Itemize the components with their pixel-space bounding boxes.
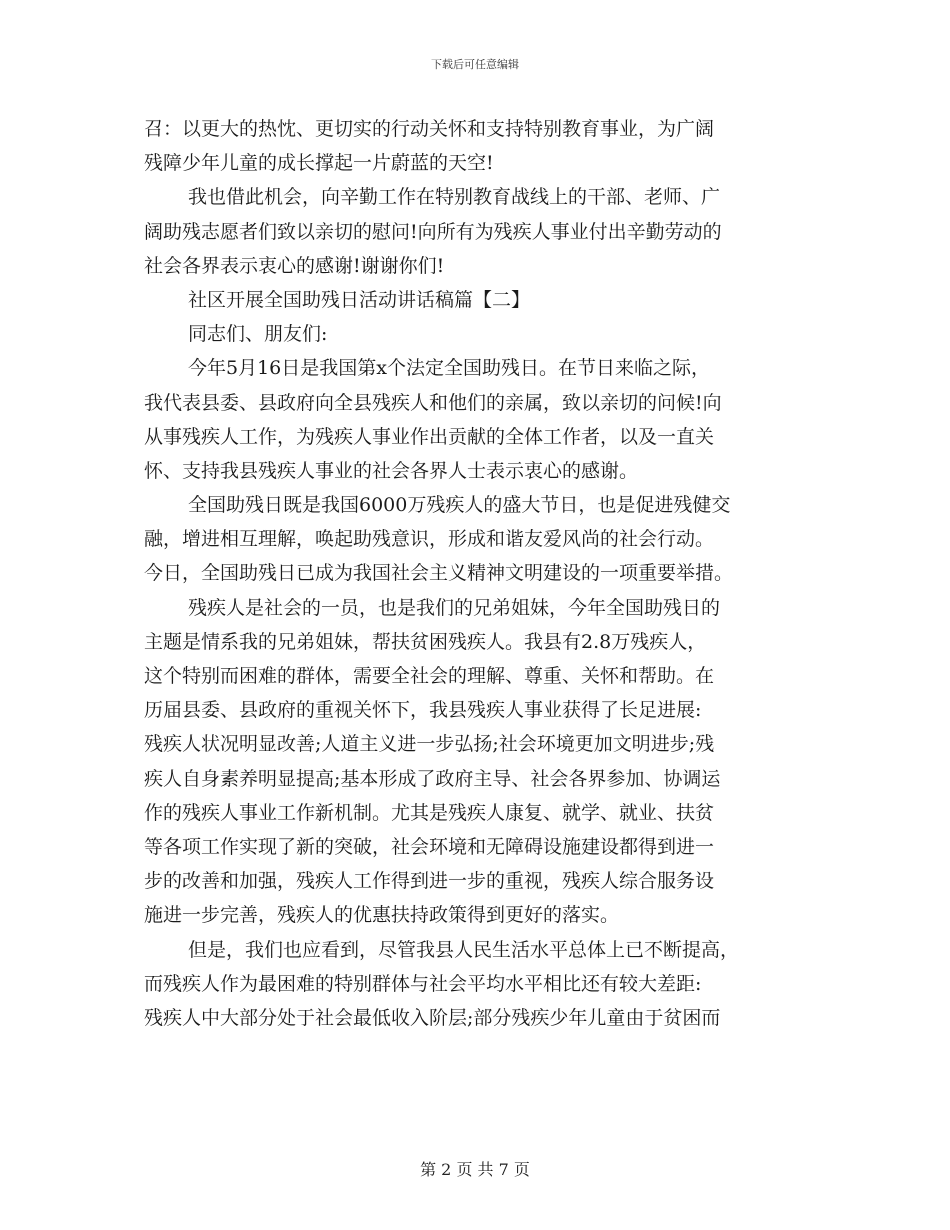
text-line: 历届县委、县政府的重视关怀下，我县残疾人事业获得了长足进展: [144, 699, 702, 722]
text-line: 阔助残志愿者们致以亲切的慰问!向所有为残疾人事业付出辛勤劳动的 [144, 220, 722, 243]
text-line: 怀、支持我县残疾人事业的社会各界人士表示衷心的感谢。 [144, 459, 639, 482]
text-line: 今日，全国助残日已成为我国社会主义精神文明建设的一项重要举措。 [144, 562, 734, 585]
text-line: 这个特别而困难的群体，需要全社会的理解、尊重、关怀和帮助。在 [144, 665, 715, 687]
text-line: 召：以更大的热忱、更切实的行动关怀和支持特别教育事业，为广阔 [144, 118, 715, 140]
page-header: 下载后可任意编辑 [431, 58, 519, 71]
document-body [144, 112, 806, 1035]
text-line: 残障少年儿童的成长撑起一片蔚蓝的天空! [144, 152, 494, 175]
text-line: 主题是情系我的兄弟姐妹，帮扶贫困残疾人。我县有2.8万残疾人， [144, 630, 707, 653]
text-line: 从事残疾人工作，为残疾人事业作出贡献的全体工作者，以及一直关 [144, 425, 715, 448]
text-line: 等各项工作实现了新的突破，社会环境和无障碍设施建设都得到进一 [144, 835, 715, 858]
text-line: 但是，我们也应看到，尽管我县人民生活水平总体上已不断提高， [188, 938, 740, 961]
text-line: 社区开展全国助残日活动讲话稿篇【二】 [188, 288, 531, 311]
text-line: 而残疾人作为最困难的特别群体与社会平均水平相比还有较大差距: [144, 972, 702, 995]
text-line: 我代表县委、县政府向全县残疾人和他们的亲属，致以亲切的问候!向 [144, 391, 722, 414]
text-line: 融，增进相互理解，唤起助残意识，形成和谐友爱风尚的社会行动。 [144, 528, 715, 551]
text-line: 残疾人中大部分处于社会最低收入阶层;部分残疾少年儿童由于贫困而 [144, 1006, 721, 1029]
text-line: 全国助残日既是我国6000万残疾人的盛大节日，也是促进残健交 [188, 494, 731, 517]
page-footer: 第 2 页 共 7 页 [420, 1160, 530, 1179]
text-line: 同志们、朋友们: [188, 323, 328, 346]
text-line: 施进一步完善，残疾人的优惠扶持政策得到更好的落实。 [144, 904, 620, 927]
text-line: 社会各界表示衷心的感谢!谢谢你们! [144, 254, 445, 277]
text-line: 残疾人是社会的一员，也是我们的兄弟姐妹，今年全国助残日的 [188, 596, 721, 619]
text-line: 今年5月16日是我国第x个法定全国助残日。在节日来临之际， [188, 357, 710, 380]
text-line: 步的改善和加强，残疾人工作得到进一步的重视，残疾人综合服务设 [144, 870, 715, 893]
text-line: 我也借此机会，向辛勤工作在特别教育战线上的干部、老师、广 [188, 186, 721, 209]
text-line: 残疾人状况明显改善;人道主义进一步弘扬;社会环境更加文明进步;残 [144, 733, 715, 756]
text-line: 疾人自身素养明显提高;基本形成了政府主导、社会各界参加、协调运 [144, 767, 721, 790]
text-line: 作的残疾人事业工作新机制。尤其是残疾人康复、就学、就业、扶贫 [144, 801, 715, 824]
